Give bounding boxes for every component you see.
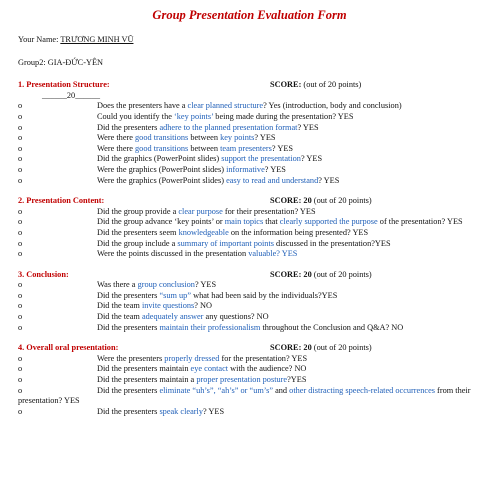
- highlight: clear purpose: [178, 206, 223, 216]
- item-text: Did the presenters speak clearly? YES: [97, 406, 225, 416]
- list-item: [18, 386, 481, 407]
- section-2: [18, 196, 481, 260]
- highlight: adhere to the planned presentation format: [159, 122, 298, 132]
- section-title: 1. Presentation Structure:: [18, 80, 110, 90]
- bullet-marker: o: [18, 154, 23, 164]
- highlight: knowledgeable: [178, 227, 229, 237]
- list-item: [18, 123, 481, 134]
- bullet-marker: o: [18, 238, 23, 248]
- section-heading: [18, 80, 481, 91]
- highlight: maintain their professionalism: [159, 322, 261, 332]
- section-score: [270, 196, 372, 207]
- highlight: valuable? YES: [248, 249, 298, 259]
- highlight: speak clearly: [159, 406, 203, 416]
- list-item: [18, 101, 481, 112]
- item-text: Did the graphics (PowerPoint slides) support the presentation? YES: [97, 154, 323, 164]
- list-item: [18, 239, 481, 250]
- item-text: Were the points discussed in the presentation valuable? YES: [97, 249, 298, 259]
- list-item: [18, 154, 481, 165]
- item-text: Could you identify the ‘key points’ being made during the presentation? YES: [97, 111, 354, 121]
- highlight: clearly supported the purpose: [279, 217, 378, 227]
- list-item: [18, 280, 481, 291]
- group-field: Group2: GIA-ĐỨC-YÊN: [18, 57, 104, 67]
- highlight: good transitions: [135, 133, 189, 143]
- section-title: 3. Conclusion: [18, 269, 66, 279]
- bullet-marker: o: [18, 301, 23, 311]
- section-score: [270, 343, 372, 354]
- list-item: [18, 176, 481, 187]
- list-item: [18, 301, 481, 312]
- list-item: [18, 249, 481, 260]
- name-field: [18, 35, 481, 46]
- list-item: [18, 323, 481, 334]
- item-text: Did the group include a summary of important points discussed in the presentation?YES: [97, 238, 391, 248]
- bullet-marker: o: [18, 217, 23, 227]
- list-item: [18, 312, 481, 323]
- item-text: Were there good transitions between key points? YES: [97, 133, 276, 143]
- item-text: Did the presenters seem knowledgeable on the information being presented? YES: [97, 227, 369, 237]
- bullet-marker: o: [18, 322, 23, 332]
- list-item: [18, 207, 481, 218]
- highlight: clear planned structure: [187, 101, 264, 111]
- bullet-marker: o: [18, 280, 23, 290]
- list-item: [18, 165, 481, 176]
- bullet-marker: o: [18, 375, 23, 385]
- section-score: [270, 80, 361, 91]
- list-item: [18, 133, 481, 144]
- highlight: support the presentation: [221, 154, 301, 164]
- item-text: Did the group provide a clear purpose for their presentation? YES: [97, 206, 316, 216]
- list-item: [18, 364, 481, 375]
- section-title-colon: :: [65, 269, 69, 279]
- score-label: SCORE: 20: [270, 343, 312, 353]
- section-title-colon: :: [115, 343, 119, 353]
- list-item: [18, 144, 481, 155]
- highlight: main topics: [224, 217, 264, 227]
- bullet-marker: o: [18, 290, 23, 300]
- item-text: Were the graphics (PowerPoint slides) informative? YES: [97, 164, 286, 174]
- bullet-marker: o: [18, 164, 23, 174]
- item-text: Did the presenters eliminate “uh’s”, “ah’s” or “um’s” and other distracting speech-related occurrences from their presentation? YES: [18, 385, 471, 406]
- highlight: key points: [220, 133, 255, 143]
- highlight: eliminate “uh’s”, “ah’s” or “um’s”: [159, 385, 274, 395]
- highlight: ‘key points’: [173, 111, 214, 121]
- score-rest: (out of 20 points): [311, 196, 372, 206]
- sections: [18, 80, 481, 417]
- item-text: Were the graphics (PowerPoint slides) easy to read and understand? YES: [97, 175, 340, 185]
- list-item: [18, 375, 481, 386]
- highlight: proper presentation posture: [196, 375, 288, 385]
- item-text: Did the presenters maintain a proper presentation posture?YES: [97, 375, 307, 385]
- score-label: SCORE: 20: [270, 269, 312, 279]
- score-rest: (out of 20 points): [311, 269, 372, 279]
- section-title: 4. Overall oral presentation: [18, 343, 116, 353]
- item-text: Did the team adequately answer any questions? NO: [97, 312, 269, 322]
- bullet-marker: o: [18, 227, 23, 237]
- highlight: informative: [226, 164, 265, 174]
- name-value: TRƯƠNG MINH VŨ: [60, 35, 134, 44]
- bullet-marker: o: [18, 406, 23, 416]
- highlight: invite questions: [141, 301, 195, 311]
- section-heading: [18, 270, 481, 281]
- bullet-marker: o: [18, 133, 23, 143]
- bullet-marker: o: [18, 385, 23, 395]
- highlight: properly dressed: [164, 353, 220, 363]
- item-text: Were the presenters properly dressed for the presentation? YES: [97, 353, 308, 363]
- bullet-marker: o: [18, 353, 23, 363]
- name-label: Your Name:: [18, 35, 61, 44]
- bullet-marker: o: [18, 249, 23, 259]
- item-text: Did the presenters adhere to the planned presentation format? YES: [97, 122, 319, 132]
- score-value: ______20______: [42, 90, 101, 100]
- section-title: 2. Presentation Content:: [18, 196, 105, 206]
- item-text: Were there good transitions between team presenters? YES: [97, 143, 294, 153]
- item-text: Did the presenters maintain eye contact with the audience? NO: [97, 364, 307, 374]
- bullet-marker: o: [18, 143, 23, 153]
- list-item: [18, 354, 481, 365]
- section-score: [270, 270, 372, 281]
- highlight: adequately answer: [141, 312, 204, 322]
- highlight: easy to read and understand: [226, 175, 319, 185]
- section-heading: [18, 343, 481, 354]
- form-title: Group Presentation Evaluation Form: [152, 8, 347, 22]
- section-3: [18, 270, 481, 334]
- highlight: “sum up”: [159, 290, 192, 300]
- score-label: SCORE: 20: [270, 196, 312, 206]
- item-text: Did the team invite questions? NO: [97, 301, 213, 311]
- section-4: [18, 343, 481, 417]
- item-text: Did the presenters maintain their professionalism throughout the Conclusion and Q&A? NO: [97, 322, 404, 332]
- bullet-marker: o: [18, 312, 23, 322]
- score-label: SCORE:: [270, 80, 302, 90]
- bullet-marker: o: [18, 111, 23, 121]
- highlight: eye contact: [190, 364, 229, 374]
- bullet-marker: o: [18, 175, 23, 185]
- list-item: [18, 112, 481, 123]
- list-item: [18, 228, 481, 239]
- highlight: group conclusion: [137, 280, 195, 290]
- highlight: good transitions: [135, 143, 189, 153]
- score-rest: (out of 20 points): [311, 343, 372, 353]
- item-text: Does the presenters have a clear planned structure? Yes (introduction, body and conclusion): [97, 101, 402, 111]
- list-item: [18, 291, 481, 302]
- bullet-marker: o: [18, 206, 23, 216]
- highlight: summary of important points: [177, 238, 274, 248]
- item-text: Was there a group conclusion? YES: [97, 280, 217, 290]
- list-item: [18, 217, 481, 228]
- item-text: Did the group advance ‘key points’ or main topics that clearly supported the purpose of the presentation? YES: [97, 217, 463, 227]
- item-text: Did the presenters “sum up” what had been said by the individuals?YES: [97, 290, 338, 300]
- section-1: [18, 80, 481, 186]
- bullet-marker: o: [18, 364, 23, 374]
- highlight: team presenters: [220, 143, 272, 153]
- section-heading: [18, 196, 481, 207]
- score-rest: (out of 20 points): [301, 80, 362, 90]
- bullet-marker: o: [18, 122, 23, 132]
- highlight: other distracting speech-related occurrences: [289, 385, 435, 395]
- list-item: [18, 407, 481, 418]
- bullet-marker: o: [18, 101, 23, 111]
